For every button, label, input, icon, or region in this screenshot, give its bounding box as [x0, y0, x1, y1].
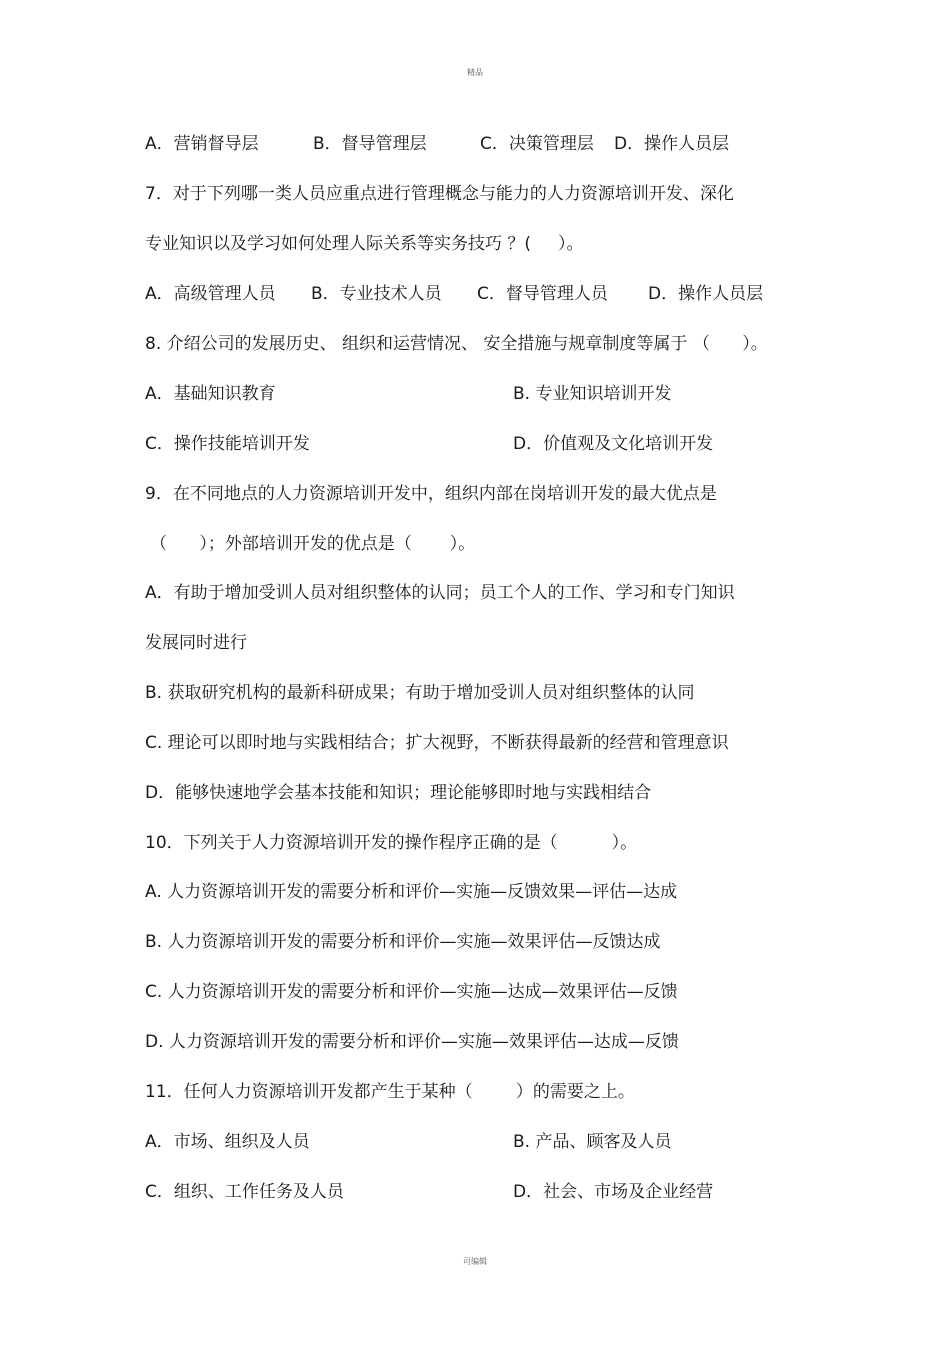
- q11-option-c: C．组织、工作任务及人员: [145, 1182, 344, 1202]
- q10-stem: 10．下列关于人力资源培训开发的操作程序正确的是（ ）。: [145, 833, 638, 853]
- q7-stem-line2: 专业知识以及学习如何处理人际关系等实务技巧 ？( ）。: [145, 234, 584, 254]
- page-footer: 可编辑: [463, 1257, 487, 1266]
- q11-option-a: A．市场、组织及人员: [145, 1132, 310, 1152]
- q9-stem-line2: （ ）；外部培训开发的优点是（ ）。: [150, 534, 476, 554]
- q7-option-b: B．专业技术人员: [311, 284, 442, 304]
- q6-option-c: C．决策管理层: [480, 134, 594, 154]
- q9-option-a-line2: 发展同时进行: [145, 633, 247, 653]
- q10-option-d: D. 人力资源培训开发的需要分析和评价—实施—效果评估—达成—反馈: [145, 1032, 679, 1052]
- q11-option-b: B. 产品、顾客及人员: [513, 1132, 672, 1152]
- q9-option-b: B. 获取研究机构的最新科研成果；有助于增加受训人员对组织整体的认同: [145, 683, 695, 703]
- q10-option-a: A. 人力资源培训开发的需要分析和评价—实施—反馈效果—评估—达成: [145, 882, 678, 902]
- q6-option-d: D．操作人员层: [614, 134, 730, 154]
- page-header: 精品: [467, 68, 483, 77]
- q6-option-b: B．督导管理层: [313, 134, 427, 154]
- q9-option-d: D．能够快速地学会基本技能和知识；理论能够即时地与实践相结合: [145, 783, 652, 803]
- q8-option-a: A．基础知识教育: [145, 384, 276, 404]
- q7-option-c: C．督导管理人员: [477, 284, 608, 304]
- q10-option-b: B. 人力资源培训开发的需要分析和评价—实施—效果评估—反馈达成: [145, 932, 661, 952]
- q7-stem-line1: 7．对于下列哪一类人员应重点进行管理概念与能力的人力资源培训开发、深化: [145, 184, 734, 204]
- q8-stem: 8. 介绍公司的发展历史、 组织和运营情况、 安全措施与规章制度等属于 （ ）。: [145, 334, 768, 354]
- q7-option-a: A．高级管理人员: [145, 284, 276, 304]
- q9-stem-line1: 9．在不同地点的人力资源培训开发中，组织内部在岗培训开发的最大优点是: [145, 484, 717, 504]
- q9-option-c: C. 理论可以即时地与实践相结合；扩大视野，不断获得最新的经营和管理意识: [145, 733, 729, 753]
- q8-option-d: D．价值观及文化培训开发: [513, 434, 714, 454]
- q8-option-b: B. 专业知识培训开发: [513, 384, 672, 404]
- q7-option-d: D．操作人员层: [648, 284, 764, 304]
- q11-option-d: D．社会、市场及企业经营: [513, 1182, 714, 1202]
- q6-option-a: A．营销督导层: [145, 134, 259, 154]
- q10-option-c: C. 人力资源培训开发的需要分析和评价—实施—达成—效果评估—反馈: [145, 982, 678, 1002]
- q9-option-a-line1: A．有助于增加受训人员对组织整体的认同；员工个人的工作、学习和专门知识: [145, 583, 735, 603]
- q8-option-c: C．操作技能培训开发: [145, 434, 310, 454]
- q11-stem: 11．任何人力资源培训开发都产生于某种（ ）的需要之上。: [145, 1082, 635, 1102]
